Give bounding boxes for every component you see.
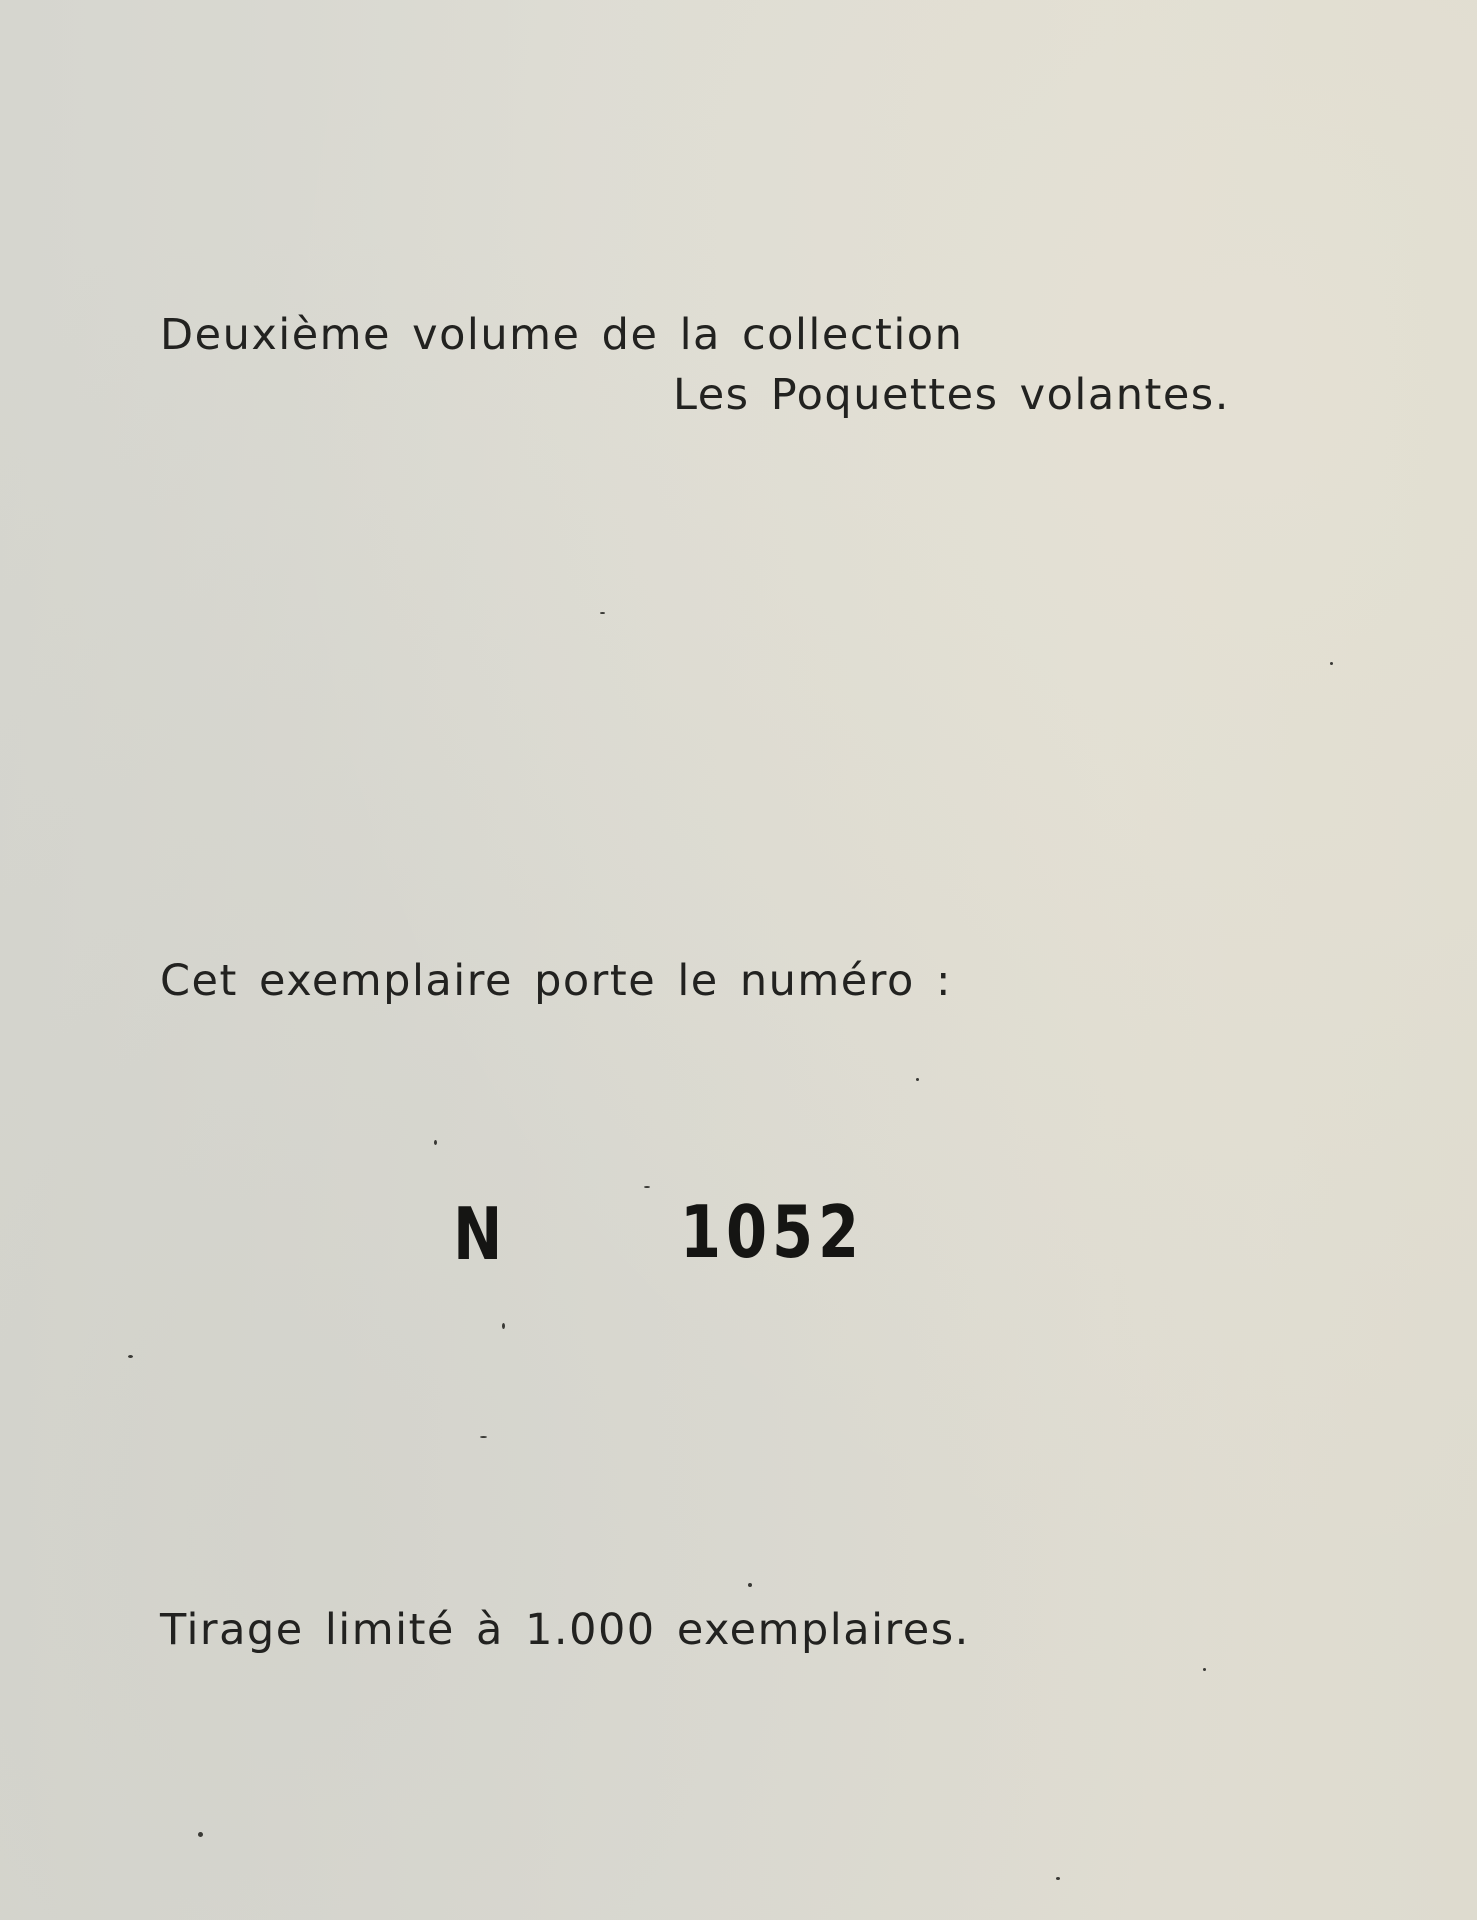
paper-speck bbox=[916, 1078, 919, 1081]
paper-speck bbox=[128, 1355, 133, 1358]
paper-speck bbox=[480, 1436, 487, 1438]
paper-speck bbox=[1330, 662, 1333, 665]
paper-speck bbox=[600, 612, 605, 614]
paper-speck bbox=[1056, 1877, 1060, 1880]
collection-line-2: Les Poquettes volantes. bbox=[673, 370, 1230, 420]
paper-speck bbox=[644, 1186, 650, 1188]
number-prefix: N bbox=[453, 1192, 508, 1276]
copy-statement: Cet exemplaire porte le numéro : bbox=[160, 956, 952, 1006]
print-run-statement: Tirage limité à 1.000 exemplaires. bbox=[160, 1605, 970, 1655]
paper-speck bbox=[502, 1323, 505, 1329]
copy-number: 1052 bbox=[680, 1190, 865, 1274]
paper-speck bbox=[748, 1583, 752, 1587]
paper-speck bbox=[434, 1140, 437, 1145]
paper-speck bbox=[198, 1832, 203, 1837]
collection-line-1: Deuxième volume de la collection bbox=[160, 310, 964, 360]
paper-speck bbox=[1203, 1668, 1206, 1671]
